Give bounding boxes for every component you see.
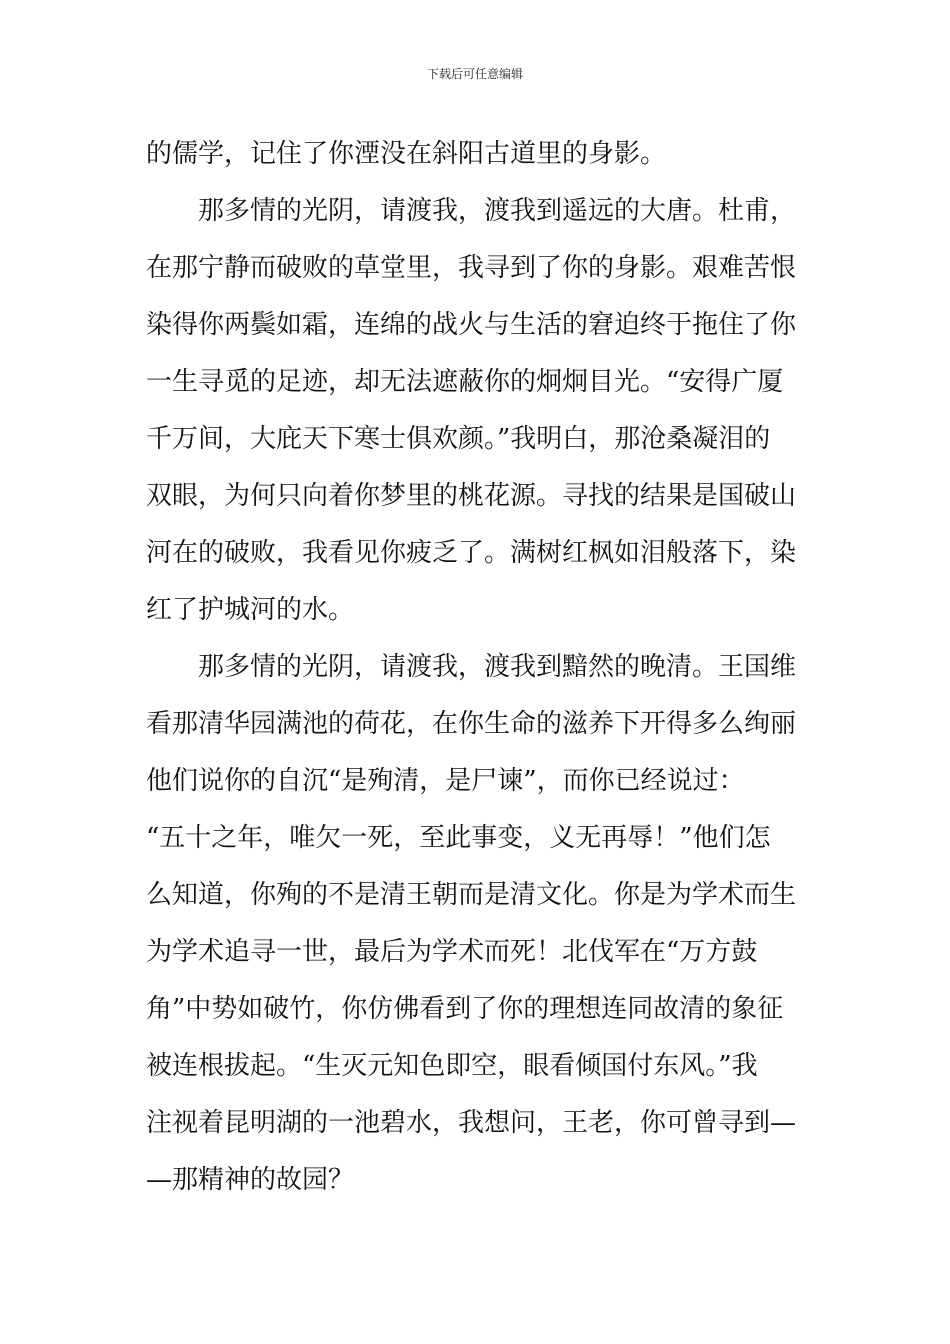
- text-line-3: 在那宁静而破败的草堂里，我寻到了你的身影。艰难苦恨: [146, 253, 797, 283]
- text-line-7: 双眼，为何只向着你梦里的桃花源。寻找的结果是国破山: [146, 481, 797, 511]
- text-line-5: 一生寻觅的足迹，却无法遮蔽你的炯炯目光。“安得广厦: [146, 367, 784, 397]
- text-line-18: 注视着昆明湖的一池碧水，我想问，王老，你可曾寻到—: [146, 1108, 797, 1138]
- text-line-1: 的儒学，记住了你湮没在斜阳古道里的身影。: [146, 139, 667, 169]
- text-line-12: 他们说你的自沉“是殉清，是尸谏”，而你已经说过：: [146, 766, 745, 796]
- text-line-2: 那多情的光阴，请渡我，渡我到遥远的大唐。杜甫，: [198, 196, 797, 226]
- text-line-6: 千万间，大庇天下寒士俱欢颜。”我明白，那沧桑凝泪的: [146, 424, 771, 454]
- text-line-11: 看那清华园满池的荷花，在你生命的滋养下开得多么绚丽: [146, 709, 797, 739]
- page-header: 下载后可任意编辑: [426, 67, 523, 81]
- text-line-9: 红了护城河的水。: [146, 595, 355, 625]
- document-body: [146, 126, 806, 1209]
- text-line-16: 角”中势如破竹，你仿佛看到了你的理想连同故清的象征: [146, 994, 784, 1024]
- text-line-13: “五十之年，唯欠一死，至此事变，义无再辱！”他们怎: [146, 823, 771, 853]
- text-line-4: 染得你两鬓如霜，连绵的战火与生活的窘迫终于拖住了你: [146, 310, 797, 340]
- text-line-10: 那多情的光阴，请渡我，渡我到黯然的晚清。王国维: [198, 652, 797, 682]
- text-line-8: 河在的破败，我看见你疲乏了。满树红枫如泪般落下，染: [146, 538, 797, 568]
- text-line-17: 被连根拔起。“生灭元知色即空，眼看倾国付东风。”我: [146, 1051, 758, 1081]
- text-line-14: 么知道，你殉的不是清王朝而是清文化。你是为学术而生: [146, 880, 797, 910]
- text-line-19: —那精神的故园？: [146, 1165, 355, 1195]
- text-line-15: 为学术追寻一世，最后为学术而死！北伐军在“万方鼓: [146, 937, 758, 967]
